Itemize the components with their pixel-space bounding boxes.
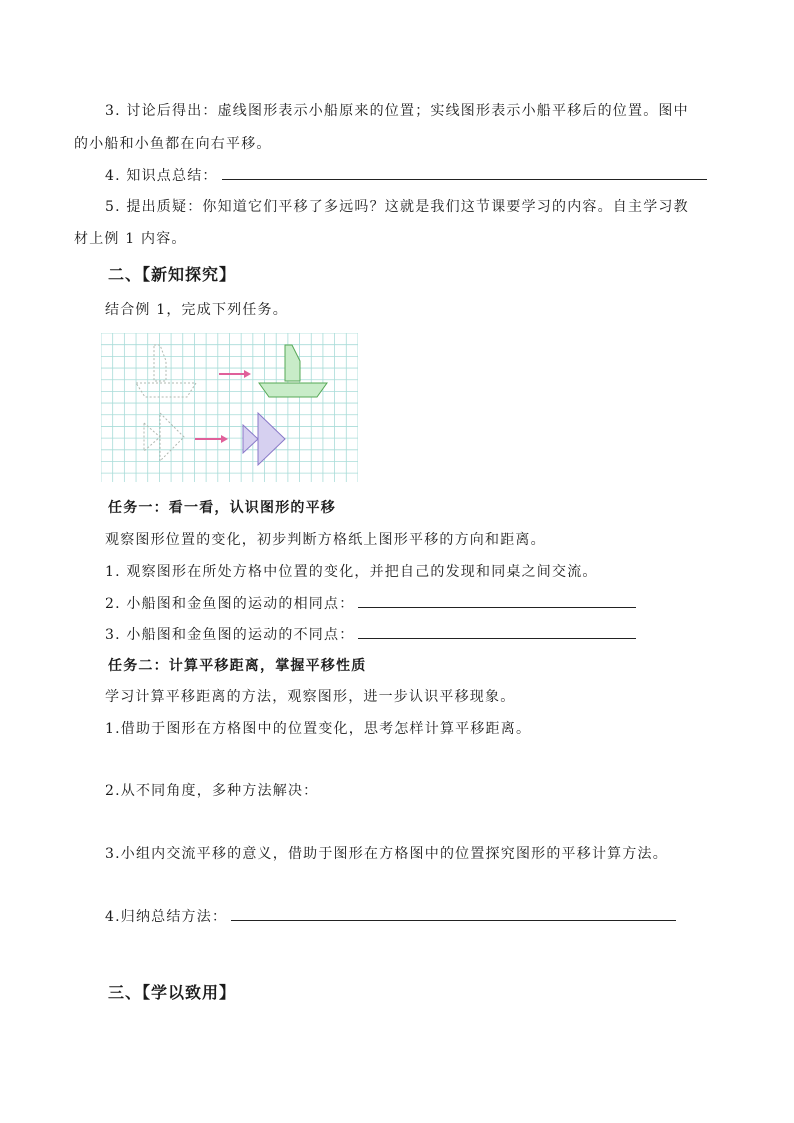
grid-lines bbox=[101, 333, 358, 482]
item-4-label: 4. 知识点总结： bbox=[105, 168, 218, 184]
item-5-line-2: 材上例 1 内容。 bbox=[74, 231, 187, 247]
section-2-intro: 结合例 1，完成下列任务。 bbox=[105, 302, 288, 318]
task-2-question-3: 3.小组内交流平移的意义，借助于图形在方格图中的位置探究图形的平移计算方法。 bbox=[105, 846, 668, 862]
task-1-title: 任务一：看一看，认识图形的平移 bbox=[108, 500, 336, 516]
task-1-question-2 bbox=[105, 593, 636, 614]
translated-boat bbox=[259, 345, 327, 397]
task-1-question-1: 1. 观察图形在所处方格中位置的变化，并把自己的发现和同桌之间交流。 bbox=[105, 564, 598, 580]
translation-grid-figure bbox=[101, 333, 358, 482]
task-2-question-4-label: 4.归纳总结方法： bbox=[105, 909, 228, 925]
item-4 bbox=[105, 165, 707, 186]
section-2-heading: 二、【新知探究】 bbox=[108, 265, 237, 284]
arrow-fish-icon bbox=[195, 435, 228, 443]
original-boat-dashed bbox=[136, 345, 196, 397]
task-2-question-1: 1.借助于图形在方格图中的位置变化，思考怎样计算平移距离。 bbox=[105, 721, 532, 737]
translated-fish bbox=[243, 413, 285, 465]
task-1-question-3 bbox=[105, 624, 636, 645]
arrow-boat-icon bbox=[219, 370, 251, 378]
task-1-description: 观察图形位置的变化，初步判断方格纸上图形平移的方向和距离。 bbox=[105, 532, 546, 548]
item-3-line-1: 3. 讨论后得出：虚线图形表示小船原来的位置；实线图形表示小船平移后的位置。图中 bbox=[105, 103, 689, 119]
method-summary-blank[interactable] bbox=[231, 906, 676, 921]
item-3-line-2: 的小船和小鱼都在向右平移。 bbox=[74, 136, 272, 152]
section-3-heading: 三、【学以致用】 bbox=[108, 983, 237, 1002]
item-5-line-1: 5. 提出质疑：你知道它们平移了多远吗？这就是我们这节课要学习的内容。自主学习教 bbox=[105, 199, 689, 215]
different-points-blank[interactable] bbox=[358, 624, 636, 639]
task-2-title: 任务二：计算平移距离，掌握平移性质 bbox=[108, 658, 367, 674]
original-fish-dashed bbox=[144, 413, 184, 461]
knowledge-summary-blank[interactable] bbox=[222, 165, 707, 180]
task-1-question-2-label: 2. 小船图和金鱼图的运动的相同点： bbox=[105, 596, 355, 612]
task-2-description: 学习计算平移距离的方法，观察图形，进一步认识平移现象。 bbox=[105, 689, 516, 705]
task-2-question-4 bbox=[105, 906, 676, 927]
same-points-blank[interactable] bbox=[358, 593, 636, 608]
task-2-question-2: 2.从不同角度，多种方法解决： bbox=[105, 783, 319, 799]
task-1-question-3-label: 3. 小船图和金鱼图的运动的不同点： bbox=[105, 627, 355, 643]
